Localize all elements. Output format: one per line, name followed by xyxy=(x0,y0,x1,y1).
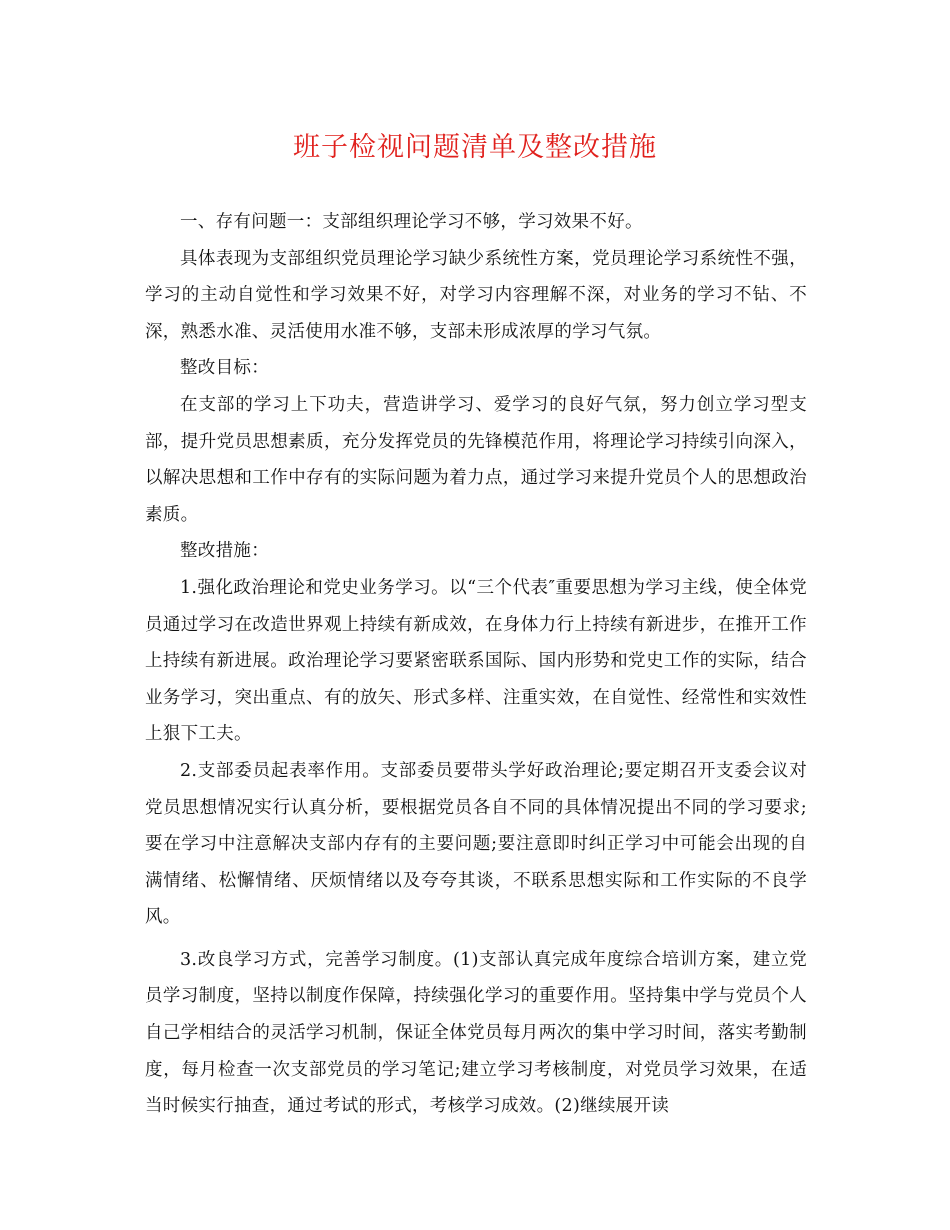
paragraph-measures-heading: 整改措施： xyxy=(180,541,269,562)
paragraph-measure-2: 2.支部委员起表率作用。支部委员要带头学好政治理论;要定期召开支委会议对党员思想情况实行认真分析，要根据党员各自不同的具体情况提出不同的学习要求;要在学习中注意解决支部内存有的主要问题;要注意即时纠正学习中可能会出现的自满情绪、松懈情绪、厌烦情绪以及夸夸其谈，不联系思想实际和工作实际的不良学风。 xyxy=(145,760,807,928)
paragraph-measure-1: 1.强化政治理论和党史业务学习。以“三个代表″重要思想为学习主线，使全体党员通过学习在改造世界观上持续有新成效，在身体力行上持续有新进步，在推开工作上持续有新进展。政治理论学习要紧密联系国际、国内形势和党史工作的实际，结合业务学习，突出重点、有的放矢、形式多样、注重实效，在自觉性、经常性和实效性上狠下工夫。 xyxy=(145,577,807,745)
document-title: 班子检视问题清单及整改措施 xyxy=(293,132,657,163)
paragraph-goal-heading: 整改目标： xyxy=(180,358,269,379)
document-body xyxy=(145,204,807,1125)
paragraph-issue-one: 一、存有问题一：支部组织理论学习不够，学习效果不好。 xyxy=(180,212,643,232)
paragraph-measure-3: 3.改良学习方式，完善学习制度。(1)支部认真完成年度综合培训方案，建立党员学习制度，坚持以制度作保障，持续强化学习的重要作用。坚持集中学与党员个人自己学相结合的灵活学习机制，保证全体党员每月两次的集中学习时间，落实考勤制度，每月检查一次支部党员的学习笔记;建立学习考核制度，对党员学习效果，在适当时候实行抽查，通过考试的形式，考核学习成效。(2)继续展开读 xyxy=(145,949,807,1117)
paragraph-goal-text: 在支部的学习上下功夫，营造讲学习、爱学习的良好气氛，努力创立学习型支部，提升党员思想素质，充分发挥党员的先锋模范作用，将理论学习持续引向深入，以解决思想和工作中存有的实际问题为着力点，通过学习来提升党员个人的思想政治素质。 xyxy=(145,394,807,525)
paragraph-issue-details: 具体表现为支部组织党员理论学习缺少系统性方案，党员理论学习系统性不强，学习的主动自觉性和学习效果不好，对学习内容理解不深，对业务的学习不钻、不深，熟悉水准、灵活使用水准不够，支部未形成浓厚的学习气氛。 xyxy=(145,248,807,342)
